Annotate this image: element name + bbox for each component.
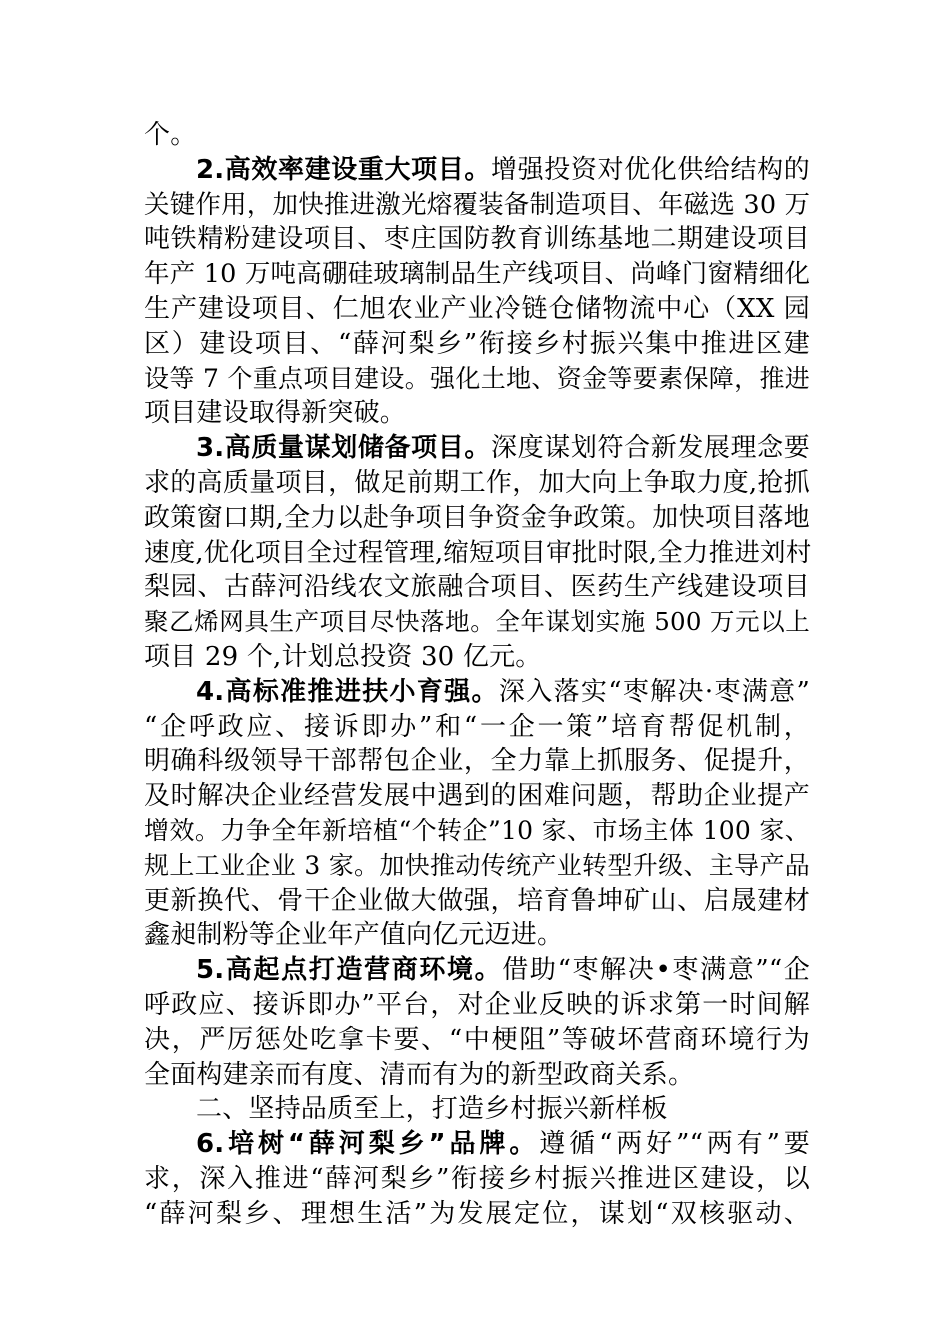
- section-heading: 6.培树“薛河梨乡”品牌。: [196, 1129, 540, 1160]
- text-line: 个。: [144, 120, 197, 150]
- text-line: 聚乙烯网具生产项目尽快落地。全年谋划实施 500 万元以上: [144, 607, 810, 637]
- text-line: 年产 10 万吨高硼硅玻璃制品生产线项目、尚峰门窗精细化: [144, 259, 811, 290]
- text-span: 借助“枣解决•枣满意”“企: [502, 955, 810, 986]
- text-span: 遵循“两好”“两有”要: [539, 1129, 810, 1160]
- text-line: 规上工业企业 3 家。加快推动传统产业转型升级、主导产品: [144, 850, 810, 880]
- section-heading: 5.高起点打造营商环境。: [196, 955, 503, 986]
- section-heading: 3.高质量谋划储备项目。: [196, 433, 491, 464]
- text-line: 决，严厉惩处吃拿卡要、“中梗阻”等破坏营商环境行为: [144, 1024, 810, 1055]
- text-line: 及时解决企业经营发展中遇到的困难问题，帮助企业提产: [144, 781, 810, 812]
- text-span: 深度谋划符合新发展理念要: [490, 433, 810, 464]
- document-page: [144, 118, 810, 1232]
- text-line: 全面构建亲而有度、清而有为的新型政商关系。: [144, 1059, 695, 1090]
- text-line: 速度,优化项目全过程管理,缩短项目审批时限,全力推进刘村: [144, 537, 812, 568]
- text-line: 关键作用，加快推进激光熔覆装备制造项目、年磁选 30 万: [144, 189, 811, 220]
- text-line: [144, 153, 810, 188]
- text-line: 二、坚持品质至上，打造乡村振兴新样板: [196, 1094, 668, 1125]
- text-line: 项目建设取得新突破。: [144, 398, 407, 429]
- text-line: 增效。力争全年新培植“个转企”10 家、市场主体 100 家、: [144, 815, 810, 845]
- text-line: [144, 1127, 810, 1162]
- section-heading: 4.高标准推进扶小育强。: [196, 676, 499, 707]
- text-line: 梨园、古薛河沿线农文旅融合项目、医药生产线建设项目: [144, 572, 810, 603]
- text-line: 求，深入推进“薛河梨乡”衔接乡村振兴推进区建设，以: [144, 1163, 810, 1194]
- text-line: [144, 675, 810, 710]
- text-span: 增强投资对优化供给结构的: [490, 154, 810, 185]
- text-line: 项目 29 个,计划总投资 30 亿元。: [144, 641, 542, 672]
- text-line: 明确科级领导干部帮包企业，全力靠上抓服务、促提升，: [144, 746, 810, 777]
- text-span: 深入落实“枣解决·枣满意”: [498, 676, 810, 707]
- text-line: 区）建设项目、“薛河梨乡”衔接乡村振兴集中推进区建: [144, 328, 810, 359]
- text-line: 设等 7 个重点项目建设。强化土地、资金等要素保障，推进: [144, 363, 810, 393]
- text-line: 鑫昶制粉等企业年产值向亿元迈进。: [144, 920, 564, 951]
- text-line: 政策窗口期,全力以赴争项目争资金争政策。加快项目落地: [144, 502, 810, 533]
- text-line: “薛河梨乡、理想生活”为发展定位，谋划“双核驱动、: [144, 1198, 810, 1229]
- section-heading: 2.高效率建设重大项目。: [196, 154, 491, 185]
- text-line: 生产建设项目、仁旭农业产业冷链仓储物流中心（XX 园: [144, 293, 810, 324]
- text-line: 吨铁精粉建设项目、枣庄国防教育训练基地二期建设项目: [144, 224, 810, 255]
- text-line: 呼政应、接诉即办”平台，对企业反映的诉求第一时间解: [144, 989, 810, 1020]
- text-line: 求的高质量项目，做足前期工作，加大向上争取力度,抢抓: [144, 467, 810, 498]
- text-line: [144, 953, 810, 988]
- text-line: “企呼政应、接诉即办”和“一企一策”培育帮促机制，: [144, 711, 810, 742]
- text-line: 更新换代、骨干企业做大做强，培育鲁坤矿山、启晟建材: [144, 885, 810, 916]
- text-line: [144, 431, 810, 466]
